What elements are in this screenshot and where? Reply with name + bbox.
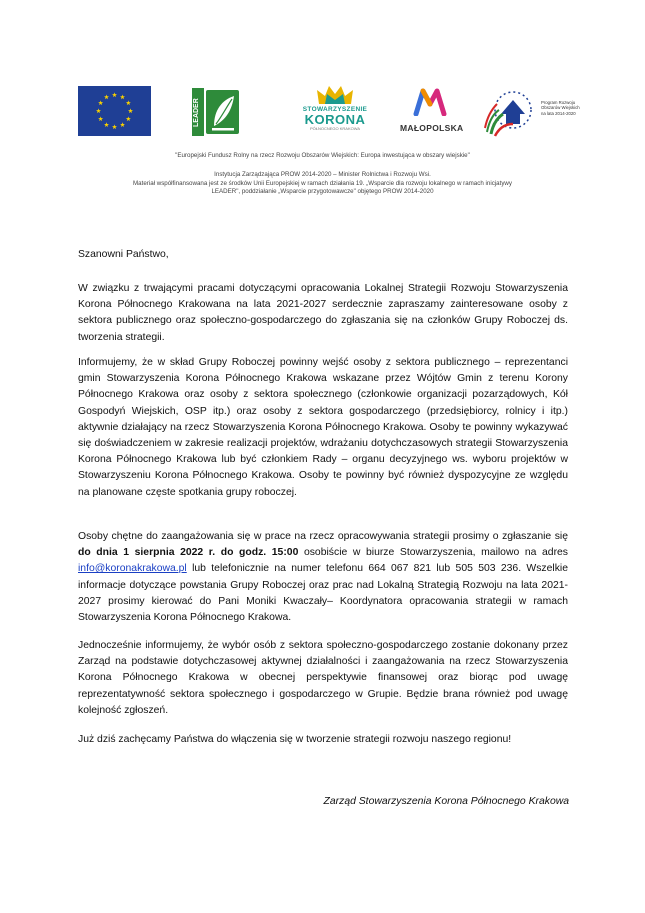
leader-text: LEADER (193, 98, 200, 128)
korona-logo (292, 84, 378, 136)
paragraph-closing: Już dziś zachęcamy Państwa do włączenia się w tworzenie strategii rozwoju naszego regionu! (78, 734, 512, 745)
eu-star-icon (96, 108, 101, 113)
prow-logo (483, 84, 578, 138)
eu-star-icon (120, 95, 125, 100)
signature: Zarząd Stowarzyszenia Korona Północnego Krakowa (323, 796, 569, 807)
logos-bar (78, 84, 578, 140)
funding-statement: "Europejski Fundusz Rolny na rzecz Rozwoju Obszarów Wiejskich: Europa inwestująca w obszary wiejskie" (175, 152, 470, 159)
deadline: do dnia 1 sierpnia 2022 r. do godz. 15:00 (78, 547, 299, 559)
eu-star-icon (120, 122, 125, 127)
malopolska-m-icon (413, 88, 447, 116)
eu-star-icon (126, 100, 131, 105)
korona-line2: KORONA (304, 112, 366, 127)
eu-star-icon (104, 122, 109, 127)
crown-icon (315, 84, 355, 106)
p3-text-a: Osoby chętne do zaangażowania się w prace na rzecz opracowywania strategii prosimy o zgłaszanie się (78, 531, 568, 542)
eu-star-icon (112, 124, 117, 129)
eu-star-icon (98, 100, 103, 105)
funding-details (60, 171, 585, 197)
paragraph-selection: Jednocześnie informujemy, że wybór osób z sektora społeczno-gospodarczego zostanie dokonany przez Zarząd na podstawie dotychczasowej aktywnej działalności i zaangażowania na rzecz Stowarzyszenia Korona Północnego Krakowa w obecnej perspektywie finansowej oraz biorąc pod uwagę reprezentatywność sektora społecznego i gospodarczego w Grupie. Będzie brana również pod uwagę kolejność zgłoszeń. (78, 640, 568, 716)
paragraph-composition: Informujemy, że w skład Grupy Roboczej powinny wejść osoby z sektora publicznego – reprezentanci gmin Stowarzyszenia Korona Północnego Krakowa wskazane przez Wójtów Gmin z terenu Korony Północnego Krakowa oraz osoby z sektora społecznego (członkowie organizacji pozarządowych, Kół Gospodyń Wiejskich, OSP itp.) oraz osoby z sektora gospodarczego (przedsiębiorcy, rolnicy i itp.) aktywnie działający na rzecz Stowarzyszenia Korona Północnego Krakowa. Osoby te powinny wykazywać się doświadczeniem w zakresie realizacji projektów, wdrażaniu dotychczasowych strategii Stowarzyszenia Korona Północnego Krakowa lub być członkiem Rady – organu decyzyjnego ws. wyboru projektów w Stowarzyszeniu Korona Północnego Krakowa. Osoby te powinny być również dyspozycyjne ze względu na planowane częste spotkania grupy roboczej. (78, 357, 568, 498)
korona-line1: STOWARZYSZENIE (302, 106, 368, 113)
korona-line3: PÓŁNOCNEGO KRAKOWA (309, 126, 361, 131)
malopolska-logo (400, 88, 464, 136)
funding-line3: Materiał współfinansowana jest ze środków Unii Europejskiej w ramach działania 19. „Wsparcie dla rozwoju lokalnego w ramach inicjatywy (133, 179, 512, 187)
eu-star-icon (98, 116, 103, 121)
leader-logo (192, 88, 240, 136)
malopolska-text: MAŁOPOLSKA (400, 123, 464, 133)
funding-line2: Instytucja Zarządzająca PROW 2014-2020 – Minister Rolnictwa i Rozwoju Wsi. (214, 171, 431, 178)
eu-flag-logo (78, 86, 151, 136)
eu-star-icon (104, 95, 109, 100)
p3-text-c: lub telefonicznie na numer telefonu 664 067 821 lub 505 503 236. Wszelkie informacje dotyczące powstania Grupy Roboczej oraz prac nad Lokalną Strategią Rozwoju na lata 2021-2027 prosimy kierować do Pani Moniki Kwaczały– Koordynatora opracowania strategii w ramach Stowarzyszenia Korona Północnego Krakowa. (78, 563, 568, 624)
prow-emblem-icon (483, 84, 541, 138)
prow-text: Program Rozwoju Obszarów Wiejskich na lata 2014-2020 (541, 100, 580, 116)
greeting: Szanowni Państwo, (78, 249, 169, 260)
paragraph-intro: W związku z trwającymi pracami dotyczącymi opracowania Lokalnej Strategii Rozwoju Stowarzyszenia Korona Północnego Krakowana na lata 2021-2027 serdecznie zapraszamy zainteresowane osoby z sektora publicznego oraz społeczno-gospodarczego do zgłaszania się na członków Grupy Roboczej ds. tworzenia strategii. (78, 283, 568, 343)
eu-star-icon (128, 108, 133, 113)
eu-star-icon (126, 116, 131, 121)
p3-text-b: osobiście w biurze Stowarzyszenia, mailowo na adres (298, 547, 568, 559)
funding-line4: LEADER", poddziałanie „Wsparcie przygotowawcze" objętego PROW 2014-2020 (211, 188, 434, 195)
eu-star-icon (112, 92, 117, 97)
paragraph-application (78, 529, 568, 626)
eu-stars-icon (78, 86, 151, 136)
email-link[interactable]: info@koronakrakowa.pl (78, 563, 187, 575)
